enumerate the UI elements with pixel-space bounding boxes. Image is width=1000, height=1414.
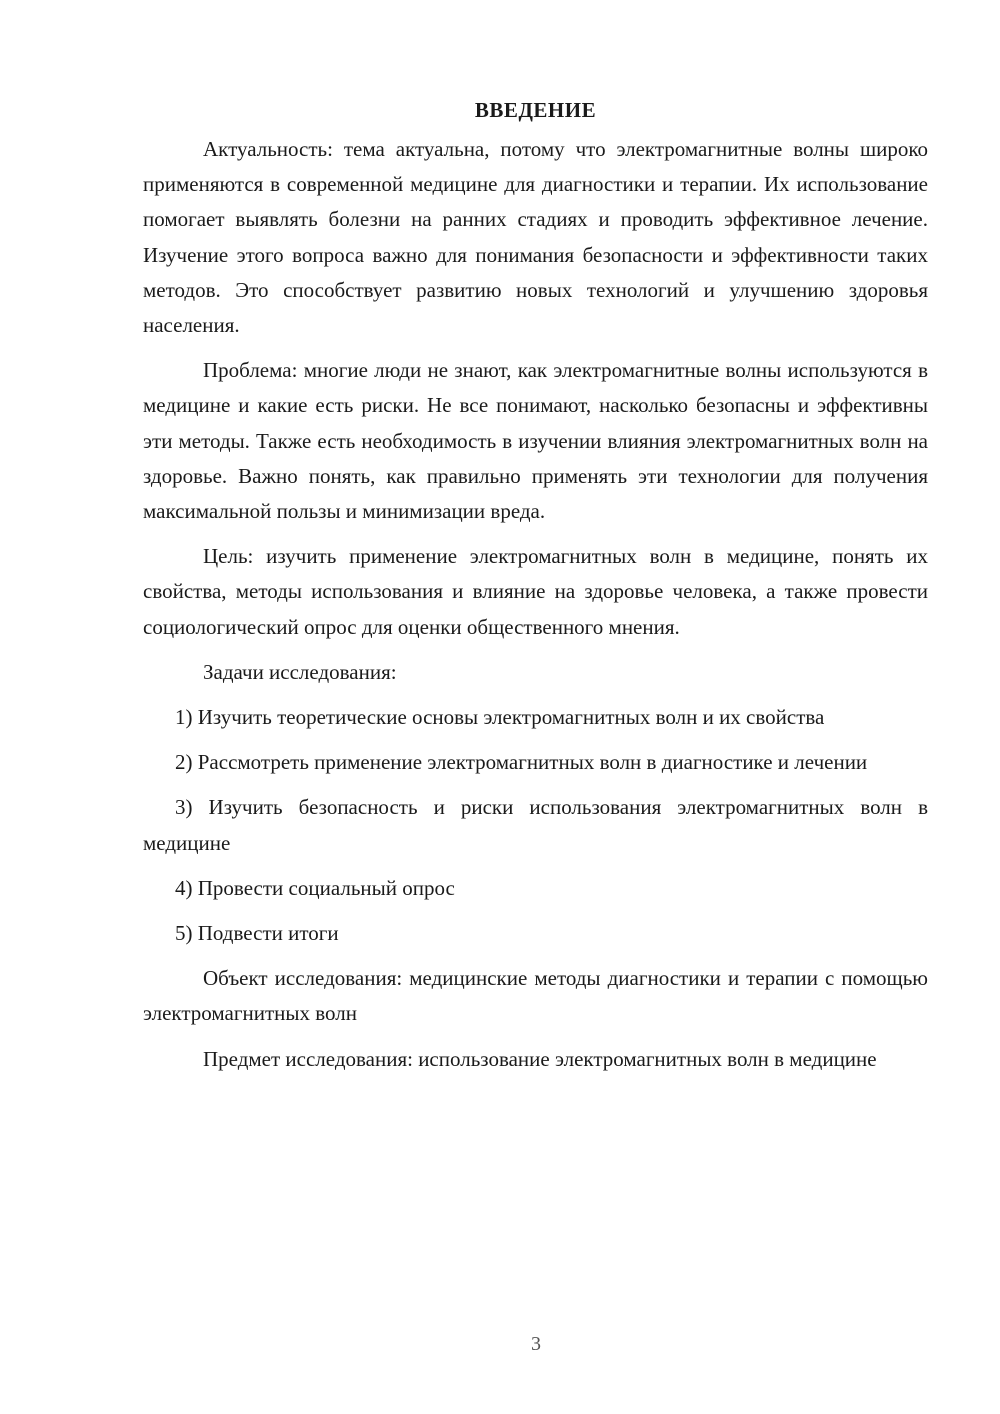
problem-paragraph: Проблема: многие люди не знают, как электромагнитные волны используются в медицине и какие есть риски. Не все понимают, насколько безопасны и эффективны эти методы. Также есть необходимость в изучении влияния электромагнитных волн на здоровье. Важно понять, как правильно применять эти технологии для получения максимальной пользы и минимизации вреда.	[143, 358, 928, 524]
goal-paragraph: Цель: изучить применение электромагнитных волн в медицине, понять их свойства, методы использования и влияние на здоровье человека, а также провести социологический опрос для оценки общественного мнения.	[143, 544, 928, 639]
tasks-heading: Задачи исследования:	[203, 659, 397, 684]
task-item-4: 4) Провести социальный опрос	[175, 875, 455, 900]
page-number: 3	[531, 1333, 541, 1355]
object-paragraph: Объект исследования: медицинские методы диагностики и терапии с помощью электромагнитных волн	[143, 966, 928, 1026]
subject-paragraph: Предмет исследования: использование электромагнитных волн в медицине	[203, 1046, 877, 1071]
relevance-paragraph: Актуальность: тема актуальна, потому что электромагнитные волны широко применяются в современной медицине для диагностики и терапии. Их использование помогает выявлять болезни на ранних стадиях и проводить эффективное лечение. Изучение этого вопроса важно для понимания безопасности и эффективности таких методов. Это способствует развитию новых технологий и улучшению здоровья населения.	[143, 137, 928, 338]
task-item-5: 5) Подвести итоги	[175, 921, 339, 946]
task-item-2: 2) Рассмотреть применение электромагнитных волн в диагностике и лечении	[175, 750, 868, 775]
task-item-1: 1) Изучить теоретические основы электромагнитных волн и их свойства	[175, 705, 825, 730]
document-page	[143, 93, 928, 1087]
section-heading: ВВЕДЕНИЕ	[474, 98, 597, 122]
task-item-3: 3) Изучить безопасность и риски использования электромагнитных волн в медицине	[143, 795, 928, 855]
